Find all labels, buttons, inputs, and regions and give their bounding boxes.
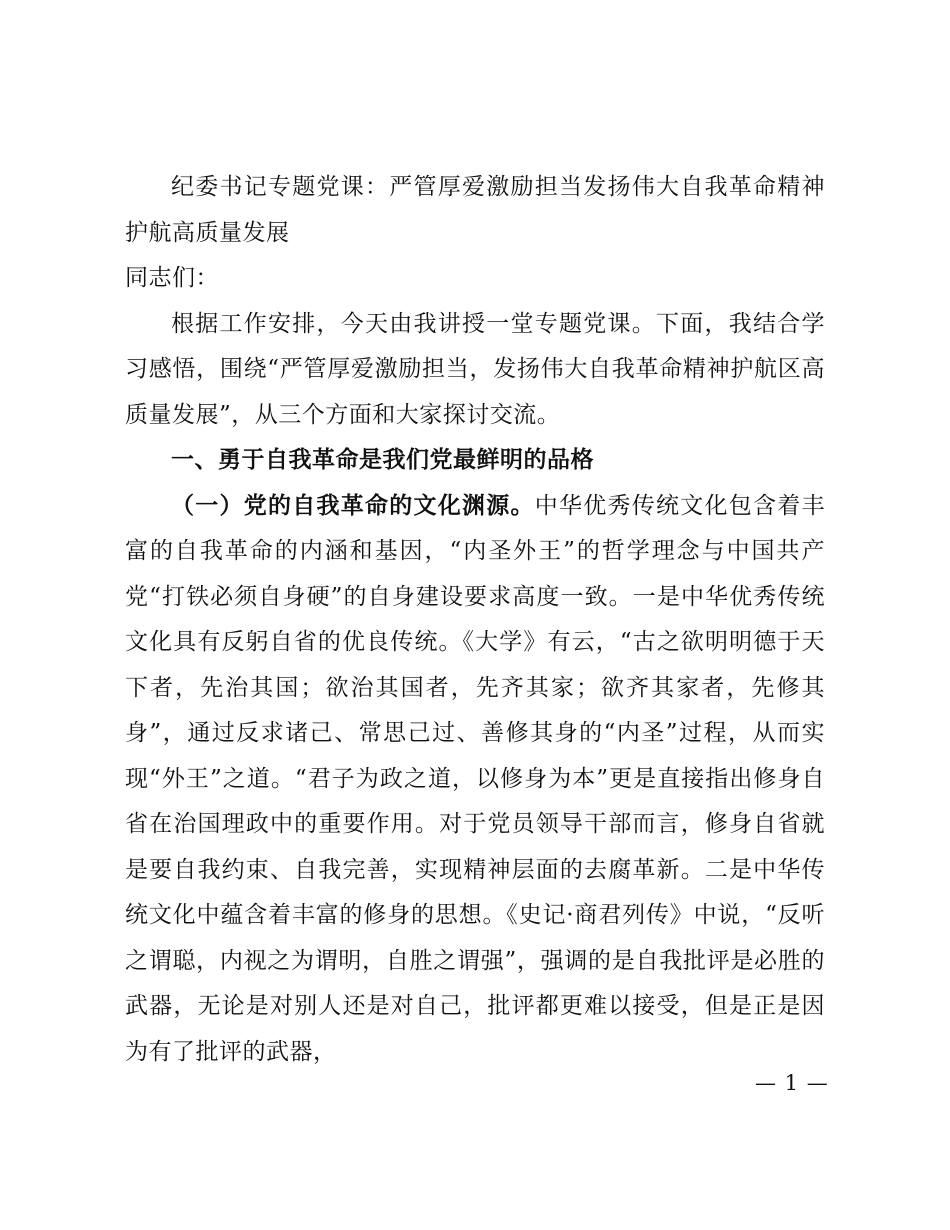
paragraph-text: 中华优秀传统文化包含着丰富的自我革命的内涵和基因，“内圣外王”的哲学理念与中国共产党“打铁必须自身硬”的自身建设要求高度一致。一是中华优秀传统文化具有反躬自省的优良传统。《大学》有云，“古之欲明明德于天下者，先治其国；欲治其国者，先齐其家；欲齐其家者，先修其身”，通过反求诸己、常思己过、善修其身的“内圣”过程，从而实现“外王”之道。“君子为政之道，以修身为本”更是直接指出修身自省在治国理政中的重要作用。对于党员领导干部而言，修身自省就是要自我约束、自我完善，实现精神层面的去腐革新。二是中华传统文化中蕴含着丰富的修身的思想。《史记·商君列传》中说，“反听之谓聪，内视之为谓明，自胜之谓强”，强调的是自我批评是必胜的武器，无论是对别人还是对自己，批评都更难以接受，但是正是因为有了批评的武器， xyxy=(125,492,825,1065)
sub-heading: （一）党的自我革命的文化渊源。 xyxy=(171,492,535,519)
section-heading: 一、勇于自我革命是我们党最鲜明的品格 xyxy=(171,447,594,473)
salutation: 同志们： xyxy=(125,265,219,291)
intro-paragraph: 根据工作安排，今天由我讲授一堂专题党课。下面，我结合学习感悟，围绕“严管厚爱激励担当，发扬伟大自我革命精神护航区高质量发展”，从三个方面和大家探讨交流。 xyxy=(125,310,825,428)
page-number: — 1 — xyxy=(755,1071,829,1095)
document-body xyxy=(125,165,825,1075)
document-title: 纪委书记专题党课：严管厚爱激励担当发扬伟大自我革命精神护航高质量发展 xyxy=(125,174,825,246)
body-paragraph xyxy=(125,484,825,1076)
